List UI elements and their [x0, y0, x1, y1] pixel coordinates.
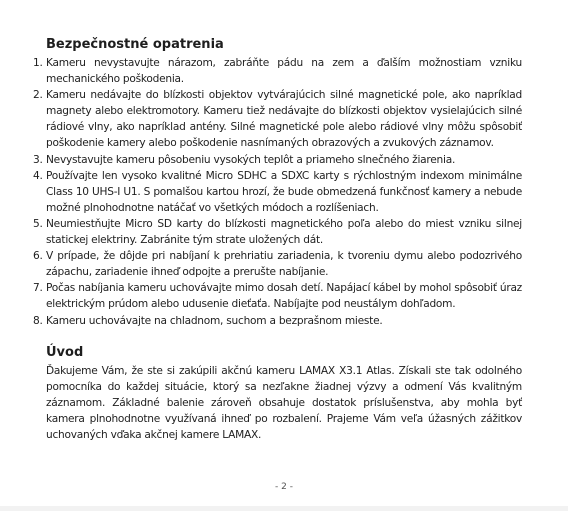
- safety-item: [33, 313, 522, 329]
- safety-item-text: Počas nabíjania kameru uchovávajte mimo dosah detí. Napájací kábel by mohol spôsobiť úraz elektrickým prúdom alebo udusenie dieťaťa. Nabíjajte pod neustálym dohľadom.: [46, 282, 522, 311]
- safety-item-text: Nevystavujte kameru pôsobeniu vysokých teplôt a priameho slnečného žiarenia.: [46, 153, 456, 166]
- intro-section: [46, 344, 522, 443]
- safety-item-number: 3.: [33, 153, 43, 166]
- safety-item: [33, 152, 522, 168]
- safety-item-text: Používajte len vysoko kvalitné Micro SDHC a SDXC karty s rýchlostným indexom minimálne Class 10 UHS-I U1. S pomalšou kartou hrozí, že bude obmedzená funkčnosť kamery a nebude možné plnohodnotne natáčať vo všetkých módoch a rozlíšeniach.: [46, 169, 522, 214]
- safety-item-number: 1.: [33, 57, 43, 69]
- intro-heading: Úvod: [46, 344, 84, 360]
- safety-item-number: 6.: [33, 250, 43, 263]
- safety-item-number: 7.: [33, 282, 43, 295]
- safety-item: [33, 168, 522, 216]
- safety-item: [33, 87, 522, 151]
- safety-item: [33, 216, 522, 248]
- safety-heading: Bezpečnostné opatrenia: [46, 37, 224, 52]
- safety-item-number: 4.: [33, 169, 43, 182]
- safety-item: [33, 280, 522, 312]
- safety-item-text: Kameru uchovávajte na chladnom, suchom a bezprašnom mieste.: [46, 314, 383, 327]
- safety-item-number: 5.: [33, 217, 43, 230]
- page-bottom-edge: [0, 506, 568, 511]
- safety-list: [33, 55, 522, 329]
- safety-item-number: 8.: [33, 314, 43, 327]
- safety-item-text: V prípade, že dôjde pri nabíjaní k prehriatiu zariadenia, k tvoreniu dymu alebo podozrivého zápachu, zariadenie ihneď odpojte a prerušte nabíjanie.: [46, 250, 522, 279]
- safety-item-text: Kameru nedávajte do blízkosti objektov vytvárajúcich silné magnetické pole, ako napríklad magnety alebo elektromotory. Kameru tiež nedávajte do blízkosti objektov vysielajúcich silné rádiové vlny, ako napríklad antény. Silné magnetické pole alebo rádiové vlny môžu spôsobiť poškodenie kamery alebo poškodenie nasnímaných obrazových a zvukových záznamov.: [46, 89, 522, 150]
- safety-item: [33, 248, 522, 280]
- safety-item-text: Neumiestňujte Micro SD karty do blízkosti magnetického poľa alebo do miest vzniku silnej statickej elektriny. Zabránite tým strate uložených dát.: [46, 217, 522, 247]
- safety-section: [33, 36, 522, 329]
- safety-item-text: Kameru nevystavujte nárazom, zabráňte pádu na zem a ďalším možnostiam vzniku mechanického poškodenia.: [46, 57, 522, 86]
- safety-item-number: 2.: [33, 89, 43, 102]
- safety-item: [33, 55, 522, 87]
- page-number: - 2 -: [275, 482, 293, 492]
- manual-page: [33, 36, 522, 443]
- intro-paragraph: Ďakujeme Vám, že ste si zakúpili akčnú kameru LAMAX X3.1 Atlas. Získali ste tak odolného pomocníka do každej situácie, ktorý sa nezľakne žiadnej výzvy a odmení Vás kvalitným záznamom. Základné balenie zároveň obsahuje dostatok príslušenstva, aby mohla byť kamera plnohodnotne využívaná ihneď po rozbalení. Prajeme Vám veľa úžasných zážitkov uchovaných vďaka akčnej kamere LAMAX.: [46, 364, 522, 441]
